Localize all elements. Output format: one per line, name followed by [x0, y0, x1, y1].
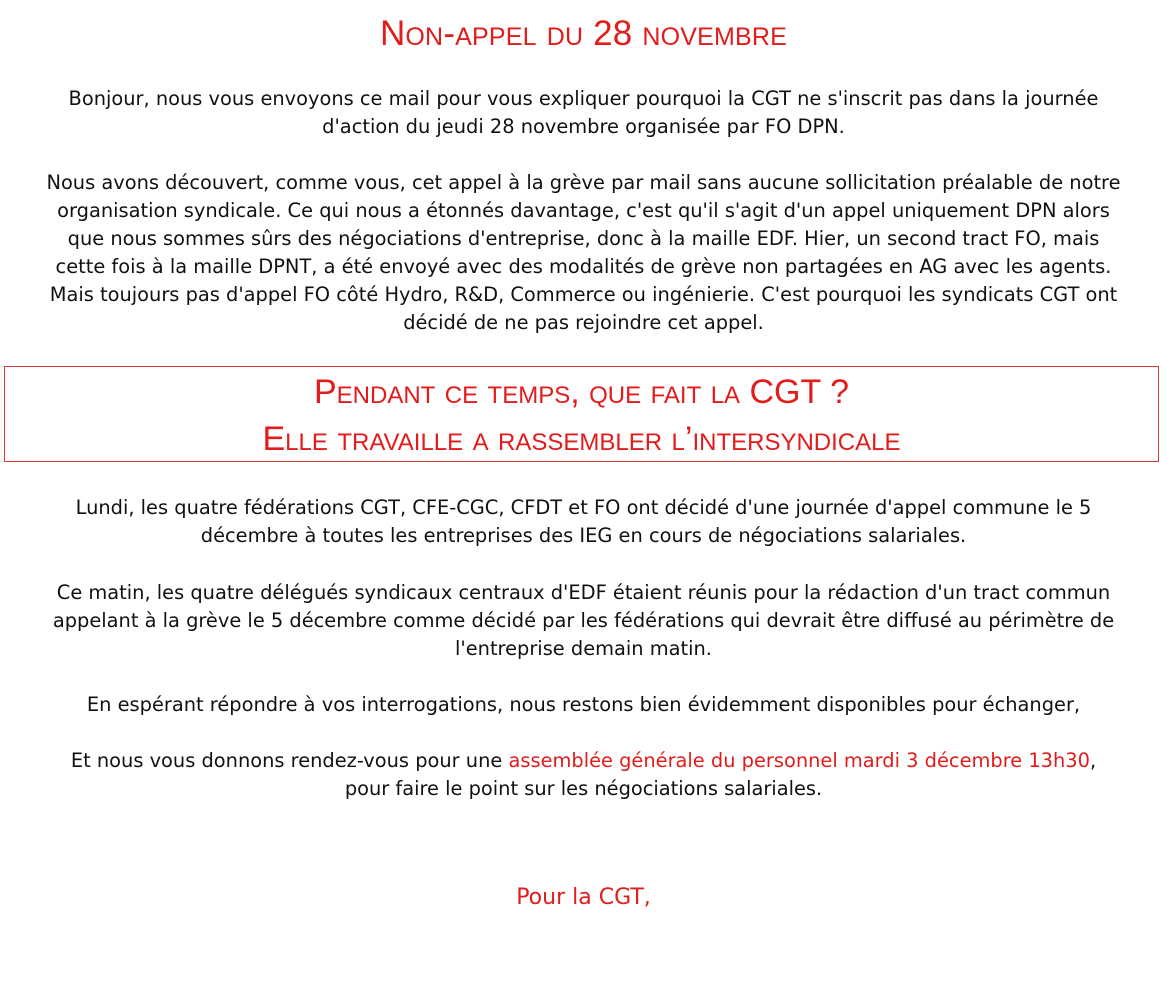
intro-paragraph	[12, 85, 1155, 141]
explanation-line: organisation syndicale. Ce qui nous a étonnés davantage, c'est qu'il s'agit d'un appel uniquement DPN alors	[57, 199, 1110, 222]
delegates-line: appelant à la grève le 5 décembre comme décidé par les fédérations qui devrait être diffusé au périmètre de	[52, 609, 1115, 632]
explanation-line: Nous avons découvert, comme vous, cet appel à la grève par mail sans aucune sollicitation préalable de notre	[46, 171, 1121, 194]
meeting-line: pour faire le point sur les négociations salariales.	[344, 777, 823, 800]
meeting-paragraph	[12, 747, 1155, 803]
federations-paragraph	[12, 494, 1155, 550]
delegates-paragraph	[12, 579, 1155, 663]
meeting-highlight: assemblée générale du personnel mardi 3 décembre 13h30	[508, 749, 1090, 772]
availability-line: En espérant répondre à vos interrogations, nous restons bien évidemment disponibles pour échanger,	[86, 693, 1081, 716]
explanation-paragraph	[12, 169, 1155, 337]
highlight-heading: Pendant ce temps, que fait la CGT ?	[313, 373, 850, 411]
explanation-line: que nous sommes sûrs des négociations d'entreprise, donc à la maille EDF. Hier, un second tract FO, mais	[67, 227, 1100, 250]
page-title: Non-appel du 28 novembre	[379, 14, 788, 53]
signature: Pour la CGT,	[516, 885, 651, 910]
federations-line: décembre à toutes les entreprises des IEG en cours de négociations salariales.	[200, 524, 967, 547]
meeting-line	[12, 747, 1155, 775]
intro-line: Bonjour, nous vous envoyons ce mail pour vous expliquer pourquoi la CGT ne s'inscrit pas dans la journée	[68, 87, 1099, 110]
intro-line: d'action du jeudi 28 novembre organisée par FO DPN.	[322, 115, 845, 138]
federations-line: Lundi, les quatre fédérations CGT, CFE-CGC, CFDT et FO ont décidé d'une journée d'appel commune le 5	[75, 496, 1092, 519]
explanation-line: décidé de ne pas rejoindre cet appel.	[403, 311, 764, 334]
availability-paragraph	[12, 691, 1155, 719]
meeting-prefix: Et nous vous donnons rendez-vous pour une	[70, 749, 509, 772]
delegates-line: Ce matin, les quatre délégués syndicaux centraux d'EDF étaient réunis pour la rédaction d'un tract commun	[56, 581, 1111, 604]
delegates-line: l'entreprise demain matin.	[455, 637, 712, 660]
highlight-subheading: Elle travaille a rassembler l’intersyndicale	[262, 420, 901, 458]
highlight-box	[4, 366, 1159, 462]
explanation-line: Mais toujours pas d'appel FO côté Hydro, R&D, Commerce ou ingénierie. C'est pourquoi les syndicats CGT ont	[49, 283, 1118, 306]
meeting-suffix: ,	[1089, 749, 1097, 772]
explanation-line: cette fois à la maille DPNT, a été envoyé avec des modalités de grève non partagées en AG avec les agents.	[55, 255, 1112, 278]
